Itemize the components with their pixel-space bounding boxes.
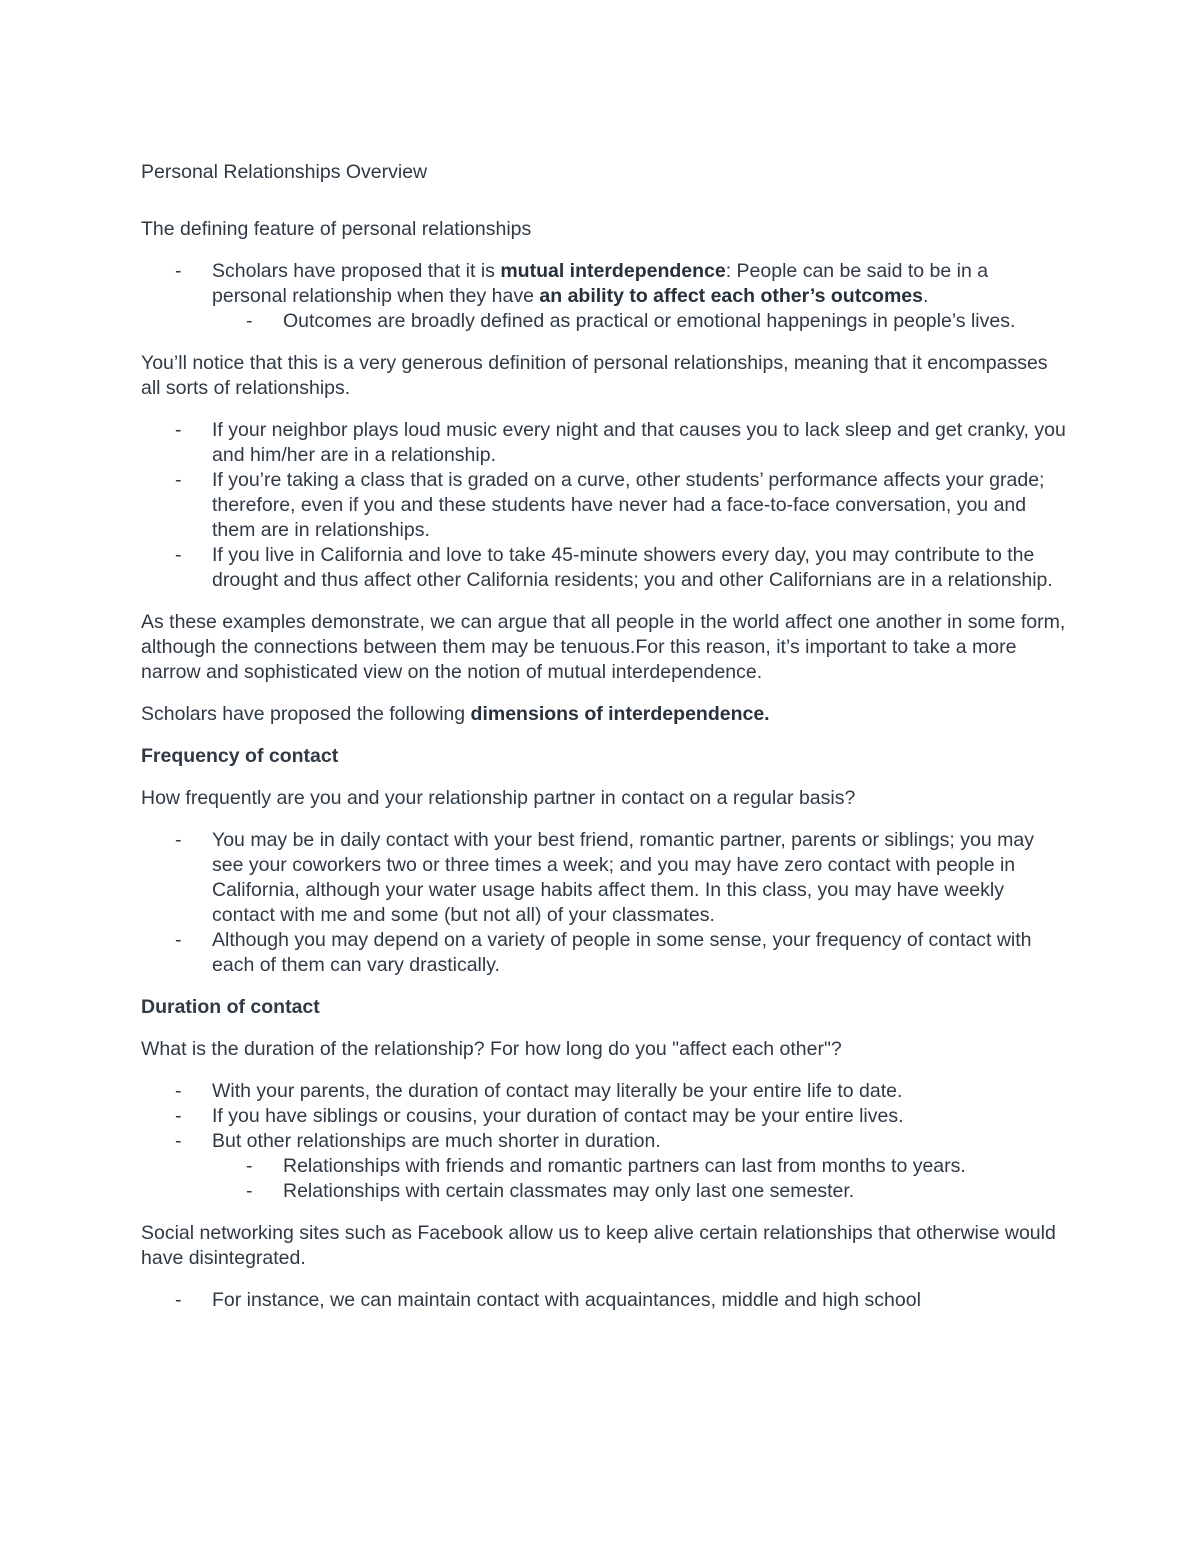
dash-bullet: -	[246, 1180, 253, 1202]
dash-bullet: -	[175, 544, 182, 566]
list-item	[141, 468, 1066, 543]
paragraph-dimensions	[141, 702, 1066, 727]
list-item	[141, 928, 1066, 978]
dash-bullet: -	[175, 1080, 182, 1102]
dash-bullet: -	[175, 829, 182, 851]
dash-bullet: -	[175, 419, 182, 441]
paragraph-generous-definition: You’ll notice that this is a very generous definition of personal relationships, meaning that it encompasses all sorts of relationships.	[141, 352, 1048, 399]
dash-bullet: -	[246, 1155, 253, 1177]
bold-term-ability-to-affect: an ability to affect each other’s outcomes	[539, 285, 923, 307]
list-item	[212, 309, 1066, 334]
dash-bullet: -	[175, 1289, 182, 1311]
list-item	[141, 1079, 1066, 1104]
list-item-text: Although you may depend on a variety of people in some sense, your frequency of contact with each of them can vary drastically.	[212, 929, 1032, 976]
sub-list	[212, 1154, 1066, 1204]
text-segment: : People can be said to be in a personal relationship when they have	[212, 260, 989, 307]
dash-bullet: -	[246, 310, 253, 332]
list-item	[141, 828, 1066, 928]
text-segment: Scholars have proposed the following	[141, 703, 471, 725]
list-item	[141, 1288, 1066, 1313]
bold-term-mutual-interdependence: mutual interdependence	[500, 260, 726, 282]
list-item	[141, 259, 1066, 334]
social-list	[141, 1288, 1066, 1313]
heading-duration-of-contact: Duration of contact	[141, 996, 320, 1018]
list-item-text: If you’re taking a class that is graded on a curve, other students’ performance affects your grade; therefore, even if you and these students have never had a face-to-face conversation, you and them are in relationships.	[212, 469, 1045, 541]
text-segment: Scholars have proposed that it is	[212, 260, 501, 282]
list-item-text: For instance, we can maintain contact with acquaintances, middle and high school	[212, 1289, 921, 1311]
list-item-text: If your neighbor plays loud music every night and that causes you to lack sleep and get cranky, you and him/her are in a relationship.	[212, 419, 1066, 466]
examples-list	[141, 418, 1066, 593]
dash-bullet: -	[175, 260, 182, 282]
document-body	[141, 160, 1066, 1330]
list-item-text: With your parents, the duration of contact may literally be your entire life to date.	[212, 1080, 903, 1102]
list-item	[141, 1104, 1066, 1129]
bold-term-dimensions: dimensions of interdependence.	[470, 703, 770, 725]
list-item	[141, 1129, 1066, 1204]
list-item-text: If you have siblings or cousins, your duration of contact may be your entire lives.	[212, 1105, 904, 1127]
text-segment: .	[922, 285, 929, 307]
list-item-text: But other relationships are much shorter in duration.	[212, 1130, 661, 1152]
list-item-text: You may be in daily contact with your best friend, romantic partner, parents or siblings; you may see your coworkers two or three times a week; and you may have zero contact with people in California, although your water usage habits affect them. In this class, you may have weekly contact with me and some (but not all) of your classmates.	[212, 829, 1034, 926]
dash-bullet: -	[175, 1130, 182, 1152]
dash-bullet: -	[175, 929, 182, 951]
list-item-text: If you live in California and love to take 45-minute showers every day, you may contribute to the drought and thus affect other California residents; you and other Californians are in a relationship.	[212, 544, 1053, 591]
list-item	[212, 1154, 1066, 1179]
document-title: Personal Relationships Overview	[141, 161, 428, 183]
sub-list	[212, 309, 1066, 334]
duration-list	[141, 1079, 1066, 1204]
list-item	[212, 1179, 1066, 1204]
paragraph-duration-question: What is the duration of the relationship? For how long do you "affect each other"?	[141, 1038, 842, 1060]
list-item	[141, 543, 1066, 593]
dash-bullet: -	[175, 1105, 182, 1127]
paragraph-examples-demonstrate: As these examples demonstrate, we can argue that all people in the world affect one another in some form, although the connections between them may be tenuous.For this reason, it’s important to take a more narrow and sophisticated view on the notion of mutual interdependence.	[141, 611, 1066, 683]
heading-frequency-of-contact: Frequency of contact	[141, 745, 339, 767]
list-item	[141, 418, 1066, 468]
dash-bullet: -	[175, 469, 182, 491]
frequency-list	[141, 828, 1066, 978]
defining-feature-list	[141, 259, 1066, 334]
list-item-text: Relationships with friends and romantic partners can last from months to years.	[283, 1155, 966, 1177]
paragraph-social-networking: Social networking sites such as Facebook allow us to keep alive certain relationships that otherwise would have disintegrated.	[141, 1222, 1056, 1269]
list-item-text: Relationships with certain classmates may only last one semester.	[283, 1180, 855, 1202]
paragraph-frequency-question: How frequently are you and your relationship partner in contact on a regular basis?	[141, 787, 856, 809]
section-heading-defining-feature: The defining feature of personal relationships	[141, 218, 532, 240]
list-item-text: Outcomes are broadly defined as practical or emotional happenings in people’s lives.	[283, 310, 1016, 332]
